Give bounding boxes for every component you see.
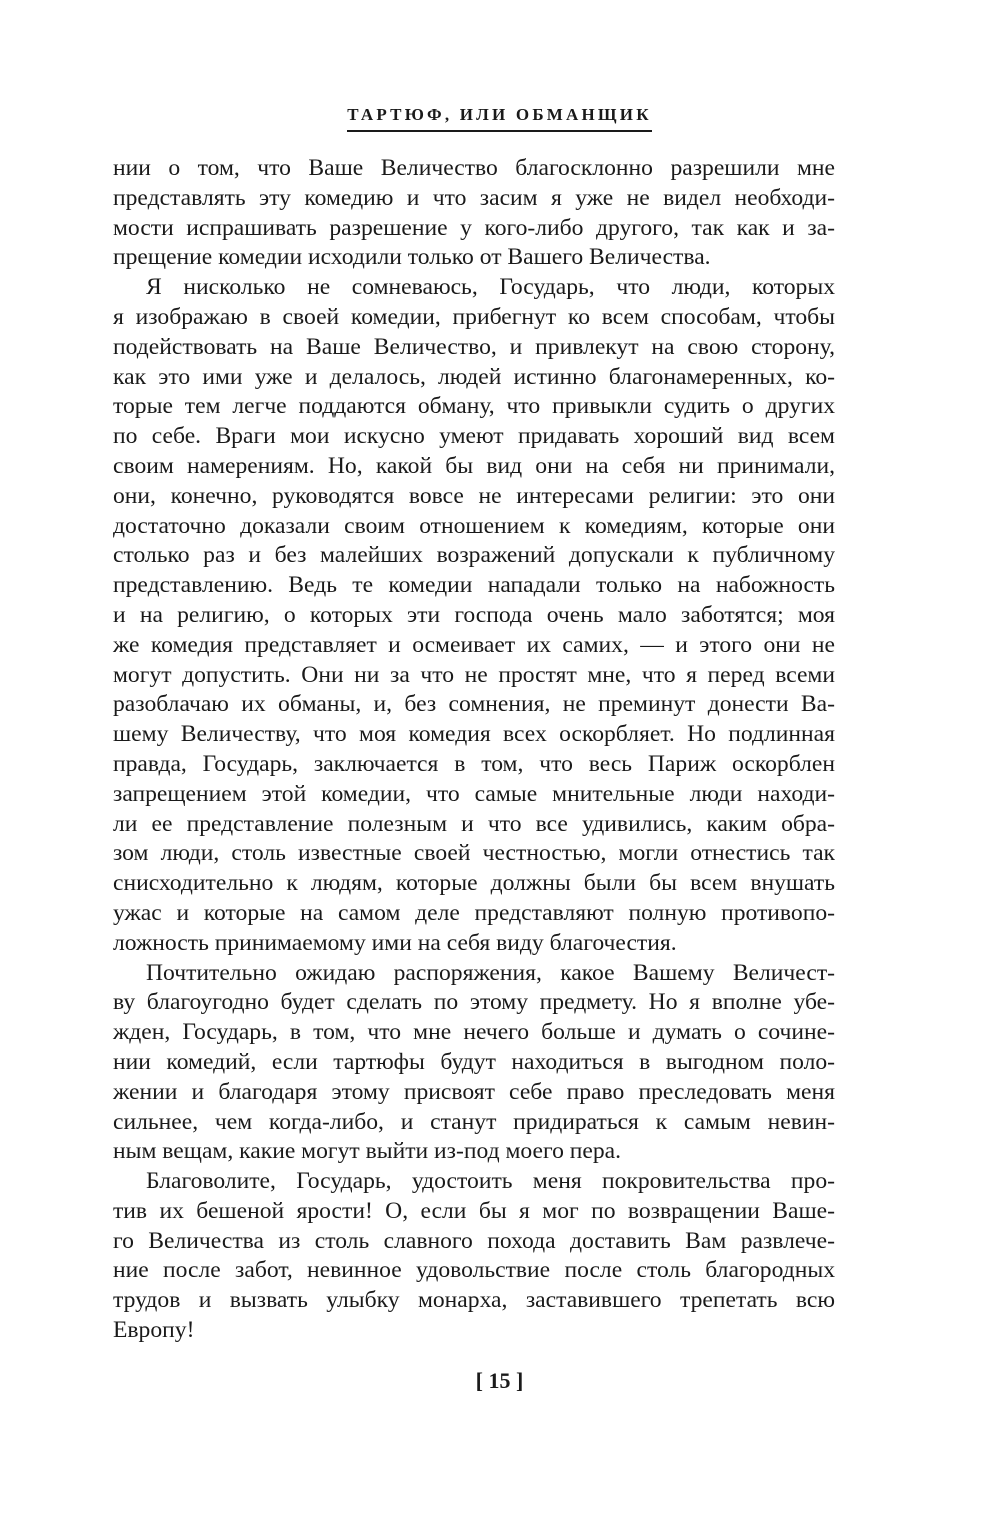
text-line: представлению. Ведь те комедии нападали только на набожность xyxy=(113,572,835,599)
text-line: правда, Государь, заключается в том, что весь Париж оскорблен xyxy=(113,750,835,777)
text-line: я изображаю в своей комедии, прибегнут ко всем способам, чтобы xyxy=(113,303,835,330)
text-line: го Величества из столь славного похода доставить Вам развлече- xyxy=(113,1227,835,1254)
running-header xyxy=(0,104,999,132)
text-line: своим намерениям. Но, какой бы вид они на себя ни принимали, xyxy=(113,452,835,479)
text-line: торые тем легче поддаются обману, что привыкли судить о других xyxy=(113,393,835,420)
paragraph xyxy=(113,1167,835,1346)
text-line: шему Величеству, что моя комедия всех оскорбляет. Но подлинная xyxy=(113,721,835,748)
text-line: же комедия представляет и осмеивает их самих, — и этого они не xyxy=(113,631,835,658)
text-line: ву благоугодно будет сделать по этому предмету. Но я вполне убе- xyxy=(113,989,835,1016)
text-line: тив их бешеной ярости! О, если бы я мог по возвращении Ваше- xyxy=(113,1197,835,1224)
text-line: жении и благодаря этому присвоят себе право преследовать меня xyxy=(113,1078,835,1105)
text-line: они, конечно, руководятся вовсе не интересами религии: это они xyxy=(113,482,835,509)
text-line: запрещением этой комедии, что самые мнительные люди находи- xyxy=(113,780,835,807)
page-number: [ 15 ] xyxy=(475,1368,524,1393)
text-line: представлять эту комедию и что засим я уже не видел необходи- xyxy=(113,184,835,211)
text-line: подействовать на Ваше Величество, и привлекут на свою сторону, xyxy=(113,333,835,360)
paragraph xyxy=(113,154,835,273)
text-line: Европу! xyxy=(113,1317,195,1344)
text-line: нии комедий, если тартюфы будут находиться в выгодном поло- xyxy=(113,1048,835,1075)
text-line: Благоволите, Государь, удостоить меня покровительства про- xyxy=(146,1168,835,1195)
text-line: и на религию, о которых эти господа очень мало заботятся; моя xyxy=(113,601,835,628)
text-line: трудов и вызвать улыбку монарха, заставившего трепетать всю xyxy=(113,1287,835,1314)
text-line: зом люди, столь известные своей честностью, могли отнестись так xyxy=(113,840,835,867)
body-text xyxy=(113,154,835,1346)
text-line: ужас и которые на самом деле представляют полную противопо- xyxy=(113,899,835,926)
text-line: снисходительно к людям, которые должны были бы всем внушать xyxy=(113,870,835,897)
text-line: ли ее представление полезным и что все удивились, каким обра- xyxy=(113,810,835,837)
text-line: столько раз и без малейших возражений допускали к публичному xyxy=(113,542,835,569)
running-title: ТАРТЮФ, ИЛИ ОБМАНЩИК xyxy=(347,104,652,132)
text-line: сильнее, чем когда-либо, и станут придираться к самым невин- xyxy=(113,1108,835,1135)
text-line: ние после забот, невинное удовольствие после столь благородных xyxy=(113,1257,835,1284)
text-line: как это ими уже и делалось, людей истинно благонамеренных, ко- xyxy=(113,363,835,390)
text-line: Почтительно ожидаю распоряжения, какое Вашему Величест- xyxy=(146,959,835,986)
text-line: разоблачаю их обманы, и, без сомнения, не преминут донести Ва- xyxy=(113,691,835,718)
text-line: ложность принимаемому ими на себя виду благочестия. xyxy=(113,929,677,956)
text-line: нии о том, что Ваше Величество благосклонно разрешили мне xyxy=(113,155,835,181)
paragraph xyxy=(113,959,835,1168)
text-line: прещение комедии исходили только от Вашего Величества. xyxy=(113,244,711,271)
text-line: по себе. Враги мои искусно умеют придавать хороший вид всем xyxy=(113,423,835,450)
text-line: ным вещам, какие могут выйти из-под моего пера. xyxy=(113,1138,622,1165)
paragraph xyxy=(113,273,835,958)
text-line: жден, Государь, в том, что мне нечего больше и думать о сочине- xyxy=(113,1019,835,1046)
text-line: могут допустить. Они ни за что не простят мне, что я перед всеми xyxy=(113,661,835,688)
text-line: Я нисколько не сомневаюсь, Государь, что люди, которых xyxy=(146,274,835,301)
text-line: достаточно доказали своим отношением к комедиям, которые они xyxy=(113,512,835,539)
text-line: мости испрашивать разрешение у кого-либо другого, так как и за- xyxy=(113,214,835,241)
